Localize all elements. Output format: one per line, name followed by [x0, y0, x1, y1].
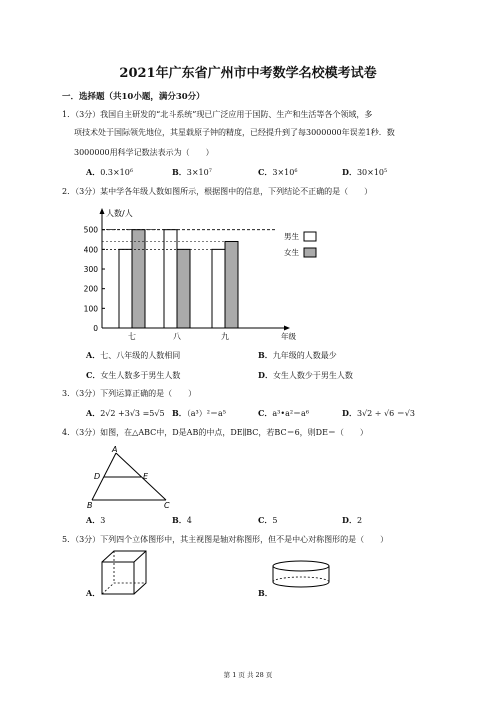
- x-axis-arrow: [284, 326, 290, 331]
- bar-男生-七: [119, 249, 132, 328]
- x-axis-label: 年级: [281, 332, 296, 341]
- y-tick-label: 300: [83, 265, 98, 275]
- bar-女生-七: [132, 230, 145, 328]
- label-a: A: [112, 445, 118, 454]
- label-e: E: [143, 472, 149, 481]
- q3-option-c: C．a³•a²＝a⁶: [258, 408, 310, 418]
- q2-option-a: A．七、八年级的人数相同: [86, 350, 181, 360]
- q4-option-b: B．4: [172, 515, 192, 525]
- x-tick-label: 九: [221, 332, 229, 341]
- bar-男生-八: [164, 230, 177, 328]
- x-tick-label: 七: [128, 332, 136, 341]
- page-title: 2021年广东省广州市中考数学名校模考试卷: [119, 66, 377, 81]
- legend-swatch: [304, 248, 316, 257]
- triangle-figure: [82, 444, 182, 510]
- cylinder-top: [273, 561, 329, 571]
- q1-option-a: A．$0.3\times 10^6$: [86, 167, 134, 177]
- q1-option-b: B．$3\times 10^7$: [172, 167, 212, 177]
- q3-option-d: D．3√2 ÷ √6 ＝√3: [342, 408, 415, 418]
- q1-line-1: 1．（3分）我国自主研发的“北斗系统”现已广泛应用于国防、生产和生活等各个领域，多: [62, 110, 373, 119]
- y-tick-label: 500: [83, 225, 98, 235]
- q3-option-a: A．2√2 +3√3 =5√5: [86, 408, 165, 418]
- q4-line-1: 4．（3分）如图，在△ABC中，D是AB的中点，DE∥BC，若BC＝6，则DE＝（ ）: [62, 428, 368, 437]
- label-c: C: [164, 501, 170, 510]
- q3-option-b: B．（a³）²＝a⁵: [172, 408, 226, 418]
- label-b: B: [87, 501, 93, 510]
- cube-top-edge: [134, 551, 146, 562]
- q4-option-a: A．3: [86, 515, 106, 525]
- y-axis-arrow: [100, 208, 105, 214]
- q1-line-2: 项技术处于国际领先地位，其星载原子钟的精度，已经提升到了每3000000年误差1秒．数: [74, 128, 395, 137]
- y-axis-label: 人数/人: [106, 209, 133, 218]
- q1-option-c: C．$3\times 10^6$: [258, 167, 298, 177]
- y-tick-label: 200: [83, 284, 98, 294]
- cube-figure: [96, 548, 150, 598]
- q5-line-1: 5．（3分）下列四个立体图形中，其主视图是轴对称图形，但不是中心对称图形的是（ ）: [62, 535, 389, 544]
- q5-option-a: A．: [86, 588, 101, 598]
- cylinder-figure: [270, 558, 334, 592]
- x-tick-label: 八: [173, 332, 181, 341]
- q1-line-3: 3000000用科学记数法表示为（ ）: [74, 148, 214, 157]
- q3-line-1: 3．（3分）下列运算正确的是（ ）: [62, 389, 197, 398]
- q4-option-c: C．5: [258, 515, 278, 525]
- y-tick-label: 100: [83, 304, 98, 314]
- bar-女生-九: [225, 241, 238, 328]
- grade-bar-chart: [80, 204, 340, 344]
- legend-label: 男生: [284, 232, 299, 241]
- q2-line-1: 2．（3分）某中学各年级人数如图所示，根据图中的信息，下列结论不正确的是（ ）: [62, 187, 373, 196]
- cube-front-face: [102, 562, 134, 594]
- bar-男生-九: [212, 249, 225, 328]
- cylinder-bottom-front: [273, 582, 329, 587]
- q1-option-d: D．$30\times 10^5$: [342, 167, 388, 177]
- y-tick-label: 400: [83, 245, 98, 255]
- label-d: D: [94, 472, 101, 481]
- q2-option-c: C．女生人数多于男生人数: [86, 370, 181, 380]
- legend-label: 女生: [284, 248, 299, 257]
- y-tick-label: 0: [93, 324, 98, 333]
- legend-swatch: [304, 232, 316, 241]
- cylinder-bottom-back: [273, 577, 329, 582]
- bar-女生-八: [177, 249, 190, 328]
- q2-option-d: D．女生人数少于男生人数: [258, 370, 353, 380]
- q4-option-d: D．2: [342, 515, 363, 525]
- q2-option-b: B．九年级的人数最少: [258, 350, 337, 360]
- page-footer: 第 1 页 共 28 页: [223, 671, 273, 679]
- q5-option-b: B．: [258, 588, 273, 598]
- section-heading: 一．选择题（共10小题，满分30分）: [62, 92, 205, 102]
